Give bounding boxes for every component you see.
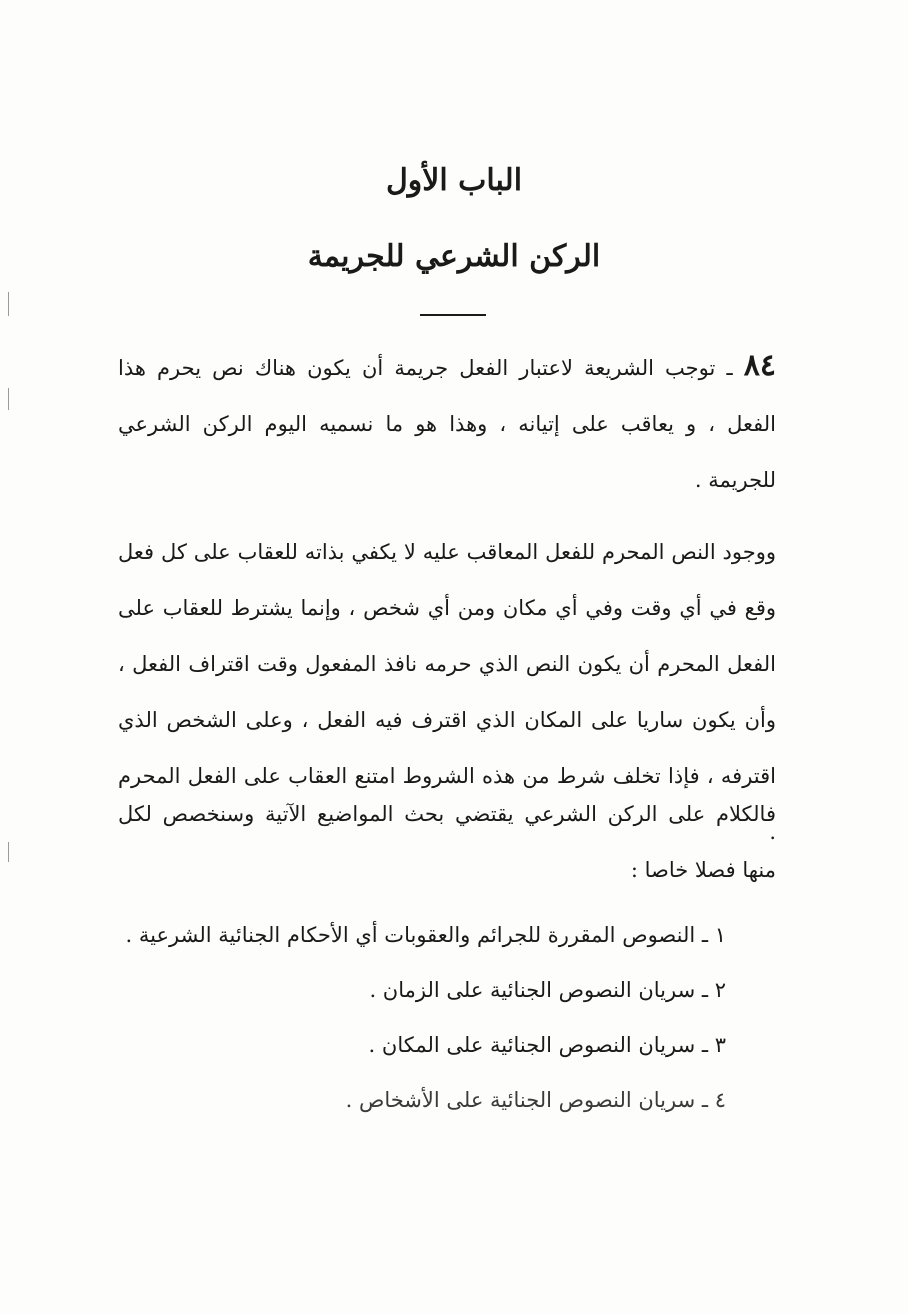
chapter-title: الباب الأول [385,163,523,198]
section-title: الركن الشرعي للجريمة [307,239,601,274]
paragraph: ووجود النص المحرم للفعل المعاقب عليه لا يكفي بذاته للعقاب على كل فعل وقع في أي وقت وفي أي مكان ومن أي شخص ، وإنما يشترط للعقاب على الفعل المحرم أن يكون النص الذي حرمه نافذ المفعول وقت اقتراف الفعل ، وأن يكون ساريا على المكان الذي اقترف فيه الفعل ، وعلى الشخص الذي اقترفه ، فإذا تخلف شرط من هذه الشروط امتنع العقاب على الفعل المحرم . [118,540,776,844]
paragraph-number: ٨٤ [743,348,776,383]
list-item: ١ ـ النصوص المقررة للجرائم والعقوبات أي الأحكام الجنائية الشرعية . [125,923,726,947]
title-divider [420,314,486,316]
margin-mark [8,388,9,410]
paragraph-84 [118,338,776,508]
list-item: ٢ ـ سريان النصوص الجنائية على الزمان . [369,978,726,1002]
list-item: ٣ ـ سريان النصوص الجنائية على المكان . [368,1033,726,1057]
margin-mark [8,292,9,316]
topics-list [118,908,726,1128]
margin-mark [8,842,9,862]
list-item: ٤ ـ سريان النصوص الجنائية على الأشخاص . [345,1088,726,1112]
paragraph: فالكلام على الركن الشرعي يقتضي بحث المواضيع الآتية وسنخصص لكل منها فصلا خاصا : [118,802,776,882]
paragraph-text: ـ توجب الشريعة لاعتبار الفعل جريمة أن يكون هناك نص يحرم هذا الفعل ، و يعاقب على إتيانه ، وهذا هو ما نسميه اليوم الركن الشرعي للجريمة . [118,356,776,492]
